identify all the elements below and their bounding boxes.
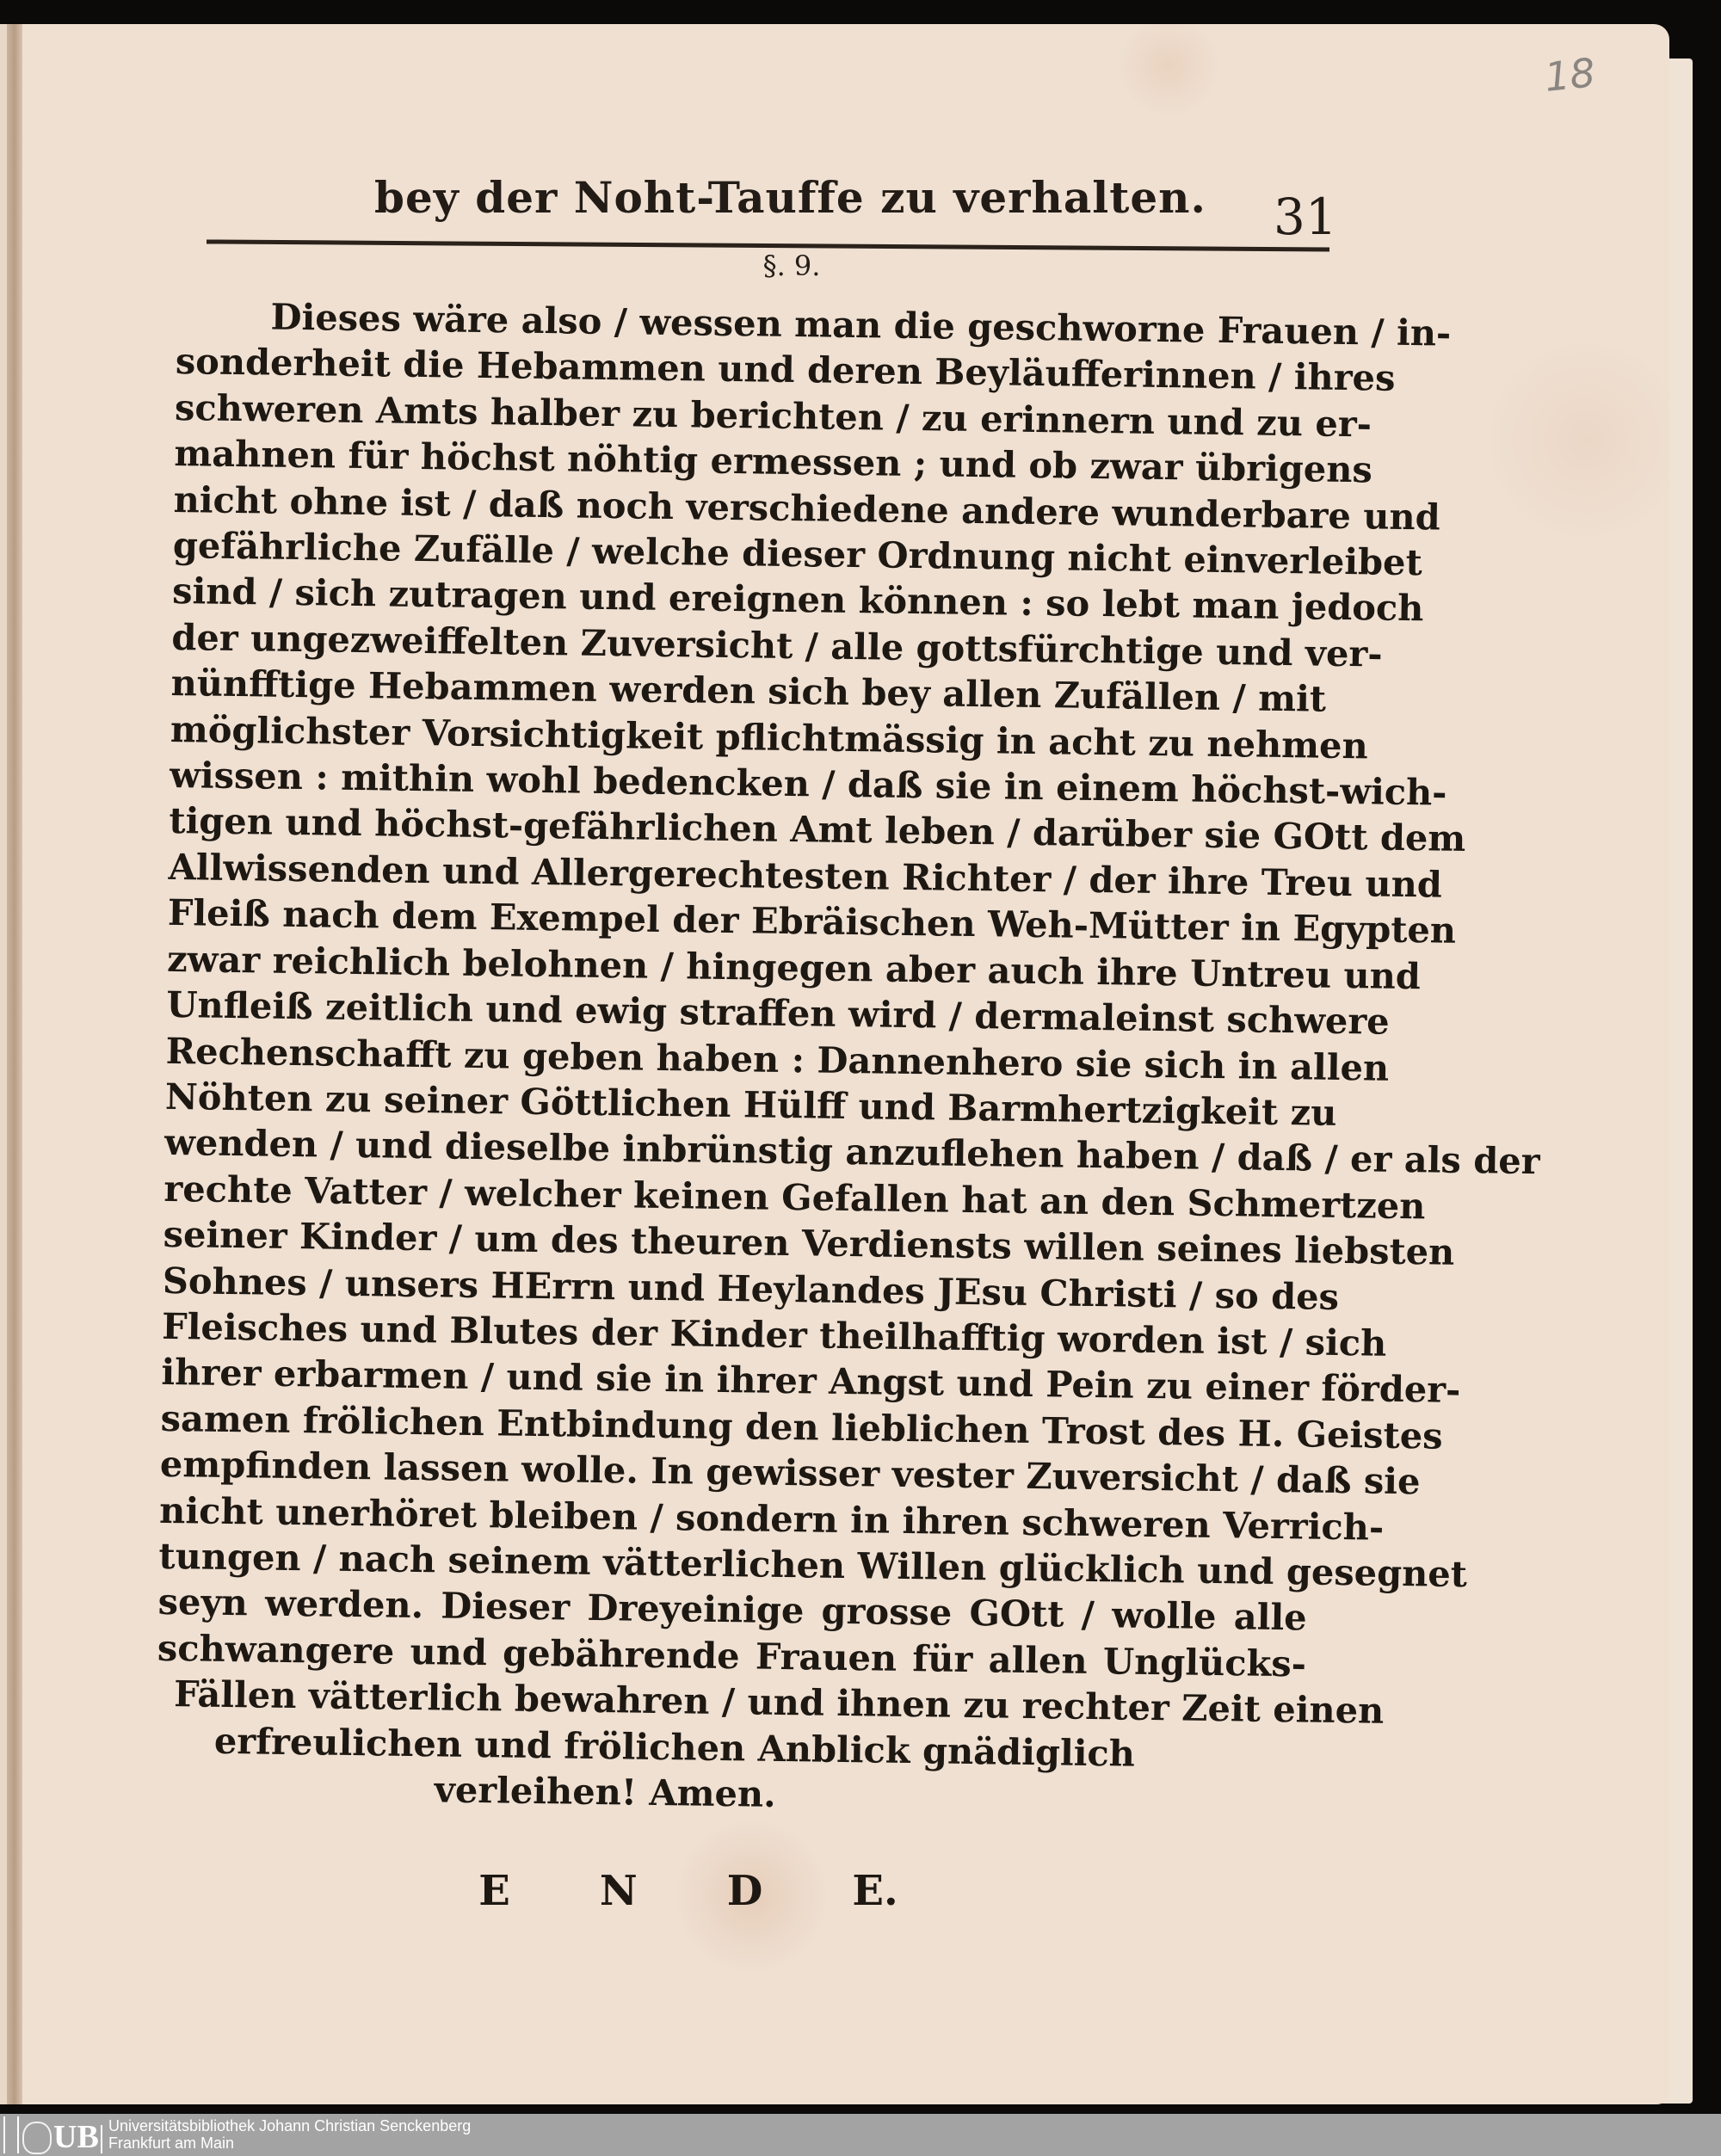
- page-left-edge: [0, 24, 7, 2104]
- portrait-icon: [22, 2122, 52, 2154]
- text-line: Nöhten zu seiner Göttlichen Hülff und Barmhertzigkeit zu: [164, 1075, 1337, 1134]
- text-line: wissen : mithin wohl bedencken / daß sie in einem höchst-wich-: [169, 754, 1447, 814]
- text-line: seyn werden. Dieser Dreyeinige grosse GOtt / wolle alle: [157, 1580, 1307, 1639]
- text-line: seiner Kinder / um des theuren Verdiensts willen seines liebsten: [163, 1213, 1455, 1273]
- text-line: Fällen vätterlich bewahren / und ihnen zu rechter Zeit einen: [173, 1672, 1385, 1732]
- text-line: empfinden lassen wolle. In gewisser vester Zuversicht / daß sie: [159, 1443, 1421, 1503]
- text-line: rechte Vatter / welcher keinen Gefallen hat an den Schmertzen: [163, 1167, 1426, 1228]
- footer-credit: [108, 2117, 471, 2152]
- ende-letter: E.: [852, 1867, 898, 1915]
- pencil-folio-number: 18: [1542, 49, 1598, 101]
- text-line: Fleisches und Blutes der Kinder theilhafftig worden ist / sich: [161, 1304, 1387, 1364]
- running-head: bey der Noht-Tauffe zu verhalten.: [374, 172, 1206, 223]
- text-line: verleihen! Amen.: [434, 1768, 776, 1815]
- text-line: Sohnes / unsers HErrn und Heylandes JEsu Christi / so des: [162, 1259, 1340, 1318]
- ende-letter: N: [599, 1867, 638, 1915]
- text-line: mahnen für höchst nöhtig ermessen ; und ob zwar übrigens: [174, 432, 1373, 491]
- ende-letter: D: [726, 1867, 763, 1915]
- text-line: Allwissenden und Allergerechtesten Richter / der ihre Treu und: [168, 845, 1443, 906]
- logo-bars-icon: [3, 2116, 19, 2153]
- section-mark: §. 9.: [762, 249, 821, 282]
- text-line: ihrer erbarmen / und sie in ihrer Angst und Pein zu einer förder-: [161, 1351, 1461, 1412]
- text-line: nicht unerhöret bleiben / sondern in ihren schweren Verrich-: [158, 1488, 1385, 1549]
- text-line: nicht ohne ist / daß noch verschiedene andere wunderbare und: [173, 477, 1441, 539]
- text-line: schwangere und gebährende Frauen für allen Unglücks-: [157, 1626, 1307, 1685]
- text-line: erfreulichen und frölichen Anblick gnädiglich: [213, 1719, 1136, 1775]
- library-footer: [0, 2114, 1721, 2156]
- body-text: [155, 293, 1540, 1825]
- text-line: Rechenschafft zu geben haben : Dannenhero sie sich in allen: [165, 1029, 1390, 1089]
- ende-colophon: [0, 1867, 1669, 1915]
- text-line: Unfleiß zeitlich und ewig straffen wird / dermaleinst schwere: [166, 983, 1391, 1043]
- text-line: möglichster Vorsichtigkeit pflichtmässig in acht zu nehmen: [170, 707, 1369, 767]
- logo-separator: [101, 2125, 102, 2153]
- text-line: Dieses wäre also / wessen man die geschworne Frauen / in-: [270, 295, 1452, 354]
- logo-text: UB: [53, 2119, 99, 2155]
- section-heading: [0, 249, 1669, 282]
- text-line: tigen und höchst-gefährlichen Amt leben / darüber sie GOtt dem: [169, 799, 1466, 860]
- text-line: nünfftige Hebammen werden sich bey allen Zufällen / mit: [170, 662, 1327, 720]
- text-line: zwar reichlich belohnen / hingegen aber auch ihre Untreu und: [166, 937, 1422, 997]
- ub-logo: [3, 2116, 100, 2153]
- text-line: schweren Amts halber zu berichten / zu erinnern und zu er-: [174, 385, 1372, 446]
- page-number: 31: [1274, 188, 1337, 246]
- ende-letter: E: [478, 1867, 510, 1915]
- institution-city: Frankfurt am Main: [108, 2134, 235, 2152]
- text-line: Fleiß nach dem Exempel der Ebräischen Weh-Mütter in Egypten: [167, 891, 1457, 952]
- text-line: wenden / und dieselbe inbrünstig anzuflehen haben / daß / er als der: [163, 1121, 1540, 1183]
- text-line: der ungezweiffelten Zuversicht / alle gottsfürchtige und ver-: [171, 615, 1383, 675]
- text-line: tungen / nach seinem vätterlichen Willen glücklich und gesegnet: [158, 1534, 1468, 1596]
- text-line: sonderheit die Hebammen und deren Beyläufferinnen / ihres: [175, 340, 1396, 400]
- text-line: sind / sich zutragen und ereignen können : so lebt man jedoch: [171, 570, 1424, 630]
- binding-gutter: [7, 24, 22, 2104]
- text-line: samen frölichen Entbindung den lieblichen Trost des H. Geistes: [160, 1396, 1443, 1457]
- institution-name: Universitätsbibliothek Johann Christian Senckenberg: [108, 2117, 472, 2134]
- text-line: gefährliche Zufälle / welche dieser Ordnung nicht einverleibet: [172, 524, 1423, 584]
